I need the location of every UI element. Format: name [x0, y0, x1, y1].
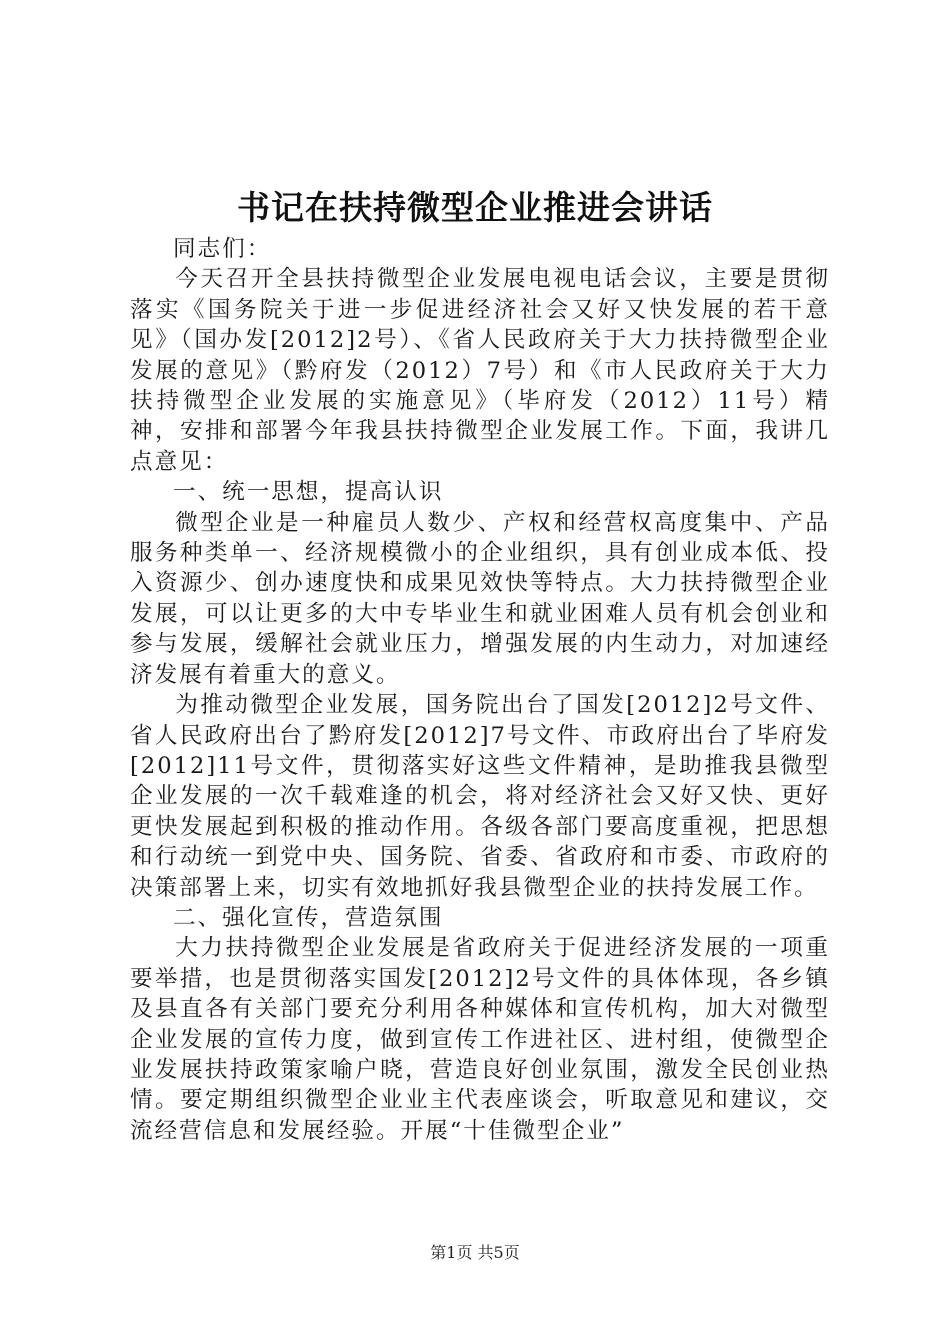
- document-body: [130, 234, 830, 1146]
- paragraph-intro: 今天召开全县扶持微型企业发展电视电话会议，主要是贯彻落实《国务院关于进一步促进经济社会又好又快发展的若干意见》（国办发[2012]2号）、《省人民政府关于大力扶持微型企业发展的意见》（黔府发（2012）7号）和《市人民政府关于大力扶持微型企业发展的实施意见》（毕府发（2012）11号）精神，安排和部署今年我县扶持微型企业发展工作。下面，我讲几点意见：: [130, 266, 830, 475]
- salutation: 同志们：: [172, 236, 272, 262]
- section-heading-1: 一、统一思想，提高认识: [172, 479, 444, 506]
- paragraph-section1-a: 微型企业是一种雇员人数少、产权和经营权高度集中、产品服务种类单一、经济规模微小的企业组织，具有创业成本低、投入资源少、创办速度快和成果见效快等特点。大力扶持微型企业发展，可以让更多的大中专毕业生和就业困难人员有机会创业和参与发展，缓解社会就业压力，增强发展的内生动力，对加速经济发展有着重大的意义。: [130, 509, 830, 688]
- page-footer: 第1页 共5页: [430, 1243, 520, 1262]
- document-title: 书记在扶持微型企业推进会讲话: [237, 188, 713, 227]
- paragraph-section1-b: 为推动微型企业发展，国务院出台了国发[2012]2号文件、省人民政府出台了黔府发[2012]7号文件、市政府出台了毕府发[2012]11号文件，贯彻落实好这些文件精神，是助推我县微型企业发展的一次千载难逢的机会，将对经济社会又好又快、更好更快发展起到积极的推动作用。各级各部门要高度重视，把思想和行动统一到党中央、国务院、省委、省政府和市委、市政府的决策部署上来，切实有效地抓好我县微型企业的扶持发展工作。: [130, 692, 830, 901]
- section-heading-2: 二、强化宣传，营造氛围: [172, 904, 444, 931]
- paragraph-section2-a: 大力扶持微型企业发展是省政府关于促进经济发展的一项重要举措，也是贯彻落实国发[2012]2号文件的具体体现，各乡镇及县直各有关部门要充分利用各种媒体和宣传机构，加大对微型企业发展的宣传力度，做到宣传工作进社区、进村组，使微型企业发展扶持政策家喻户晓，营造良好创业氛围，激发全民创业热情。要定期组织微型企业业主代表座谈会，听取意见和建议，交流经营信息和发展经验。开展“十佳微型企业”: [130, 935, 830, 1144]
